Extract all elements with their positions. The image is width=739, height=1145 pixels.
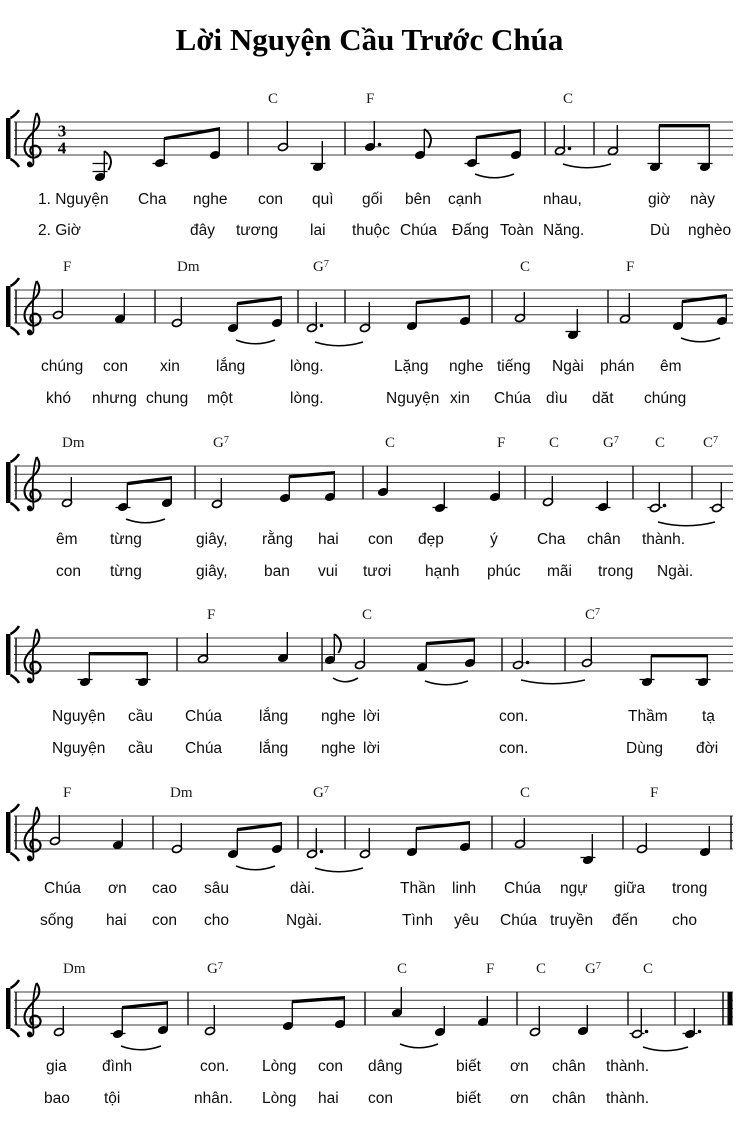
staff-system xyxy=(0,771,739,886)
chord-symbol: $C^7$ xyxy=(585,607,601,623)
note xyxy=(683,1008,702,1039)
tie xyxy=(333,678,358,682)
lyric-word: đến xyxy=(612,912,638,929)
lyric-word: đây xyxy=(190,222,215,239)
lyric-line-verse-2 xyxy=(0,222,739,242)
chord-symbol: C xyxy=(520,785,531,801)
lyric-word: từng xyxy=(110,563,142,580)
lyric-word: nghe xyxy=(449,358,484,375)
lyric-word: Thầm xyxy=(628,708,668,725)
note xyxy=(115,293,126,324)
tie xyxy=(521,680,585,684)
treble-clef-icon xyxy=(25,113,41,167)
lyric-word: thành. xyxy=(642,531,686,548)
note xyxy=(278,632,289,663)
lyric-line-verse-1 xyxy=(0,531,739,551)
note xyxy=(417,643,428,671)
lyric-word: tương xyxy=(236,222,279,239)
note xyxy=(543,476,554,507)
staff-system xyxy=(0,947,739,1062)
lyric-word: Năng. xyxy=(543,222,585,239)
lyric-word: êm xyxy=(56,531,78,548)
lyric-word: chúng xyxy=(41,358,84,375)
tie xyxy=(236,340,275,344)
treble-clef-icon xyxy=(25,281,41,335)
lyric-word: này xyxy=(690,191,715,208)
lyric-word: 2. Giờ xyxy=(38,222,81,239)
lyric-word: dài. xyxy=(290,880,315,897)
lyric-line-verse-2 xyxy=(0,563,739,583)
lyric-word: trong xyxy=(598,563,634,580)
lyric-word: Chúa xyxy=(185,708,223,725)
note xyxy=(378,466,389,497)
lyric-word: ý xyxy=(490,531,498,548)
note xyxy=(325,634,341,665)
tie xyxy=(681,338,720,342)
note xyxy=(283,1001,294,1030)
tie xyxy=(475,174,514,178)
lyric-word: mãi xyxy=(547,563,572,580)
chord-symbol: Dm xyxy=(177,259,200,275)
lyric-word: Lặng xyxy=(394,358,429,375)
chord-symbol: F xyxy=(497,435,506,451)
lyric-word: Toàn xyxy=(500,222,534,239)
lyric-word: 1. Nguyện xyxy=(38,191,109,208)
lyric-word: bên xyxy=(405,191,431,208)
note xyxy=(272,298,283,328)
lyric-word: con. xyxy=(499,708,529,725)
lyric-word: giữa xyxy=(614,880,646,897)
lyric-word: thành. xyxy=(606,1090,650,1107)
note xyxy=(717,296,728,326)
lyric-word: ngự xyxy=(560,880,588,897)
note xyxy=(311,141,326,172)
lyric-word: con. xyxy=(499,740,529,757)
chord-symbol: $G^7$ xyxy=(207,961,223,977)
lyric-word: cho xyxy=(204,912,229,929)
lyric-word: Chúa xyxy=(494,390,532,407)
lyric-word: chân xyxy=(552,1090,586,1107)
note xyxy=(596,481,611,512)
chord-symbol: C xyxy=(362,607,373,623)
note xyxy=(62,477,73,508)
note xyxy=(511,131,522,160)
lyric-line-verse-1 xyxy=(0,358,739,378)
note xyxy=(53,289,64,320)
chord-symbol: C xyxy=(268,91,279,107)
lyric-word: Ngài. xyxy=(657,563,694,580)
svg-text:4: 4 xyxy=(57,138,67,158)
tie xyxy=(315,342,363,346)
note xyxy=(228,303,239,332)
lyric-word: từng xyxy=(110,531,142,548)
note xyxy=(608,125,619,156)
beam xyxy=(651,654,708,657)
lyric-word: biết xyxy=(456,1090,481,1107)
note xyxy=(555,125,572,156)
tie xyxy=(658,522,715,526)
lyric-word: lắng xyxy=(259,740,289,757)
lyric-word: khó xyxy=(46,390,71,407)
lyric-word: Lòng xyxy=(262,1058,297,1075)
chord-symbol: F xyxy=(63,785,72,801)
chord-symbol: $G^7$ xyxy=(313,259,329,275)
lyric-word: Đấng xyxy=(452,222,490,239)
note xyxy=(648,482,667,513)
lyric-word: đình xyxy=(102,1058,133,1075)
lyric-word: tươi xyxy=(363,563,392,580)
lyric-word: nhân. xyxy=(194,1090,233,1107)
lyric-word: chân xyxy=(587,531,621,548)
tie xyxy=(563,164,611,168)
chord-symbol: $G^7$ xyxy=(603,435,619,451)
lyric-word: chúng xyxy=(644,390,687,407)
lyric-word: lắng xyxy=(259,708,289,725)
note xyxy=(278,121,289,152)
lyric-word: Nguyện xyxy=(52,708,106,725)
lyric-word: nhưng xyxy=(92,390,137,407)
chord-symbol: C xyxy=(643,961,654,977)
note xyxy=(136,654,151,687)
note xyxy=(272,824,283,854)
lyric-word: tiếng xyxy=(497,358,531,375)
note xyxy=(280,476,291,502)
lyric-word: Ngài. xyxy=(286,912,323,929)
chord-symbol: C xyxy=(549,435,560,451)
lyric-word: xin xyxy=(450,390,470,407)
chord-symbol: Dm xyxy=(63,961,86,977)
lyric-word: lòng. xyxy=(290,358,324,375)
note xyxy=(578,1005,589,1036)
note xyxy=(700,826,711,857)
chord-symbol: C xyxy=(563,91,574,107)
lyric-word: hai xyxy=(318,531,339,548)
chord-symbol: C xyxy=(397,961,408,977)
note xyxy=(566,309,581,340)
beam xyxy=(89,652,148,655)
lyric-word: Chúa xyxy=(500,912,538,929)
lyric-word: sâu xyxy=(204,880,229,897)
note xyxy=(111,1007,126,1038)
lyric-word: cầu xyxy=(128,708,153,725)
note xyxy=(113,819,124,850)
lyric-word: ban xyxy=(264,563,290,580)
beam xyxy=(426,638,475,645)
chord-symbol: F xyxy=(207,607,216,623)
chord-symbol: C xyxy=(520,259,531,275)
lyric-word: ơn xyxy=(510,1090,529,1107)
lyric-word: truyền xyxy=(550,912,594,929)
chord-symbol: Dm xyxy=(170,785,193,801)
lyric-word: con xyxy=(103,358,128,375)
beam xyxy=(289,471,335,478)
note xyxy=(530,1006,541,1037)
chord-symbol: C xyxy=(385,435,396,451)
lyric-word: giây, xyxy=(196,563,228,580)
note xyxy=(228,829,239,858)
lyric-word: linh xyxy=(452,880,477,897)
lyric-word: chung xyxy=(146,390,189,407)
lyric-word: con xyxy=(152,912,177,929)
lyric-word: phán xyxy=(600,358,635,375)
lyric-word: nghe xyxy=(321,740,356,757)
lyric-line-verse-1 xyxy=(0,191,739,211)
treble-clef-icon xyxy=(25,983,41,1037)
lyric-word: giây, xyxy=(196,531,228,548)
lyric-word: Dù xyxy=(650,222,670,239)
note xyxy=(637,823,648,854)
note xyxy=(465,137,480,167)
note xyxy=(710,482,725,513)
chord-symbol: C xyxy=(655,435,666,451)
lyric-line-verse-2 xyxy=(0,912,739,932)
note xyxy=(515,818,526,849)
lyric-word: sống xyxy=(40,912,74,929)
lyric-word: cầu xyxy=(128,740,153,757)
lyric-word: gia xyxy=(46,1058,67,1075)
tie xyxy=(121,1046,161,1050)
note xyxy=(460,297,471,326)
note xyxy=(116,483,131,511)
chord-symbol: F xyxy=(63,259,72,275)
lyric-word: quì xyxy=(312,191,334,208)
beam xyxy=(416,821,470,830)
note xyxy=(582,637,593,668)
lyric-word: bao xyxy=(44,1090,70,1107)
lyric-word: con xyxy=(258,191,283,208)
lyric-line-verse-2 xyxy=(0,390,739,410)
note xyxy=(78,654,93,687)
note xyxy=(153,138,168,167)
lyric-word: Chúa xyxy=(185,740,223,757)
lyric-word: ơn xyxy=(108,880,127,897)
lyric-word: con xyxy=(368,531,393,548)
note xyxy=(648,126,663,172)
note xyxy=(460,823,471,852)
lyric-word: lai xyxy=(310,222,326,239)
tie xyxy=(236,866,275,870)
lyric-word: Lòng xyxy=(262,1090,297,1107)
lyric-line-verse-2 xyxy=(0,740,739,760)
treble-clef-icon xyxy=(25,457,41,511)
lyric-word: vui xyxy=(318,563,338,580)
lyric-word: dăt xyxy=(592,390,614,407)
lyric-word: dìu xyxy=(546,390,568,407)
lyric-word: lời xyxy=(363,740,381,757)
lyric-word: Ngài xyxy=(552,358,584,375)
note xyxy=(93,151,111,182)
treble-clef-icon xyxy=(25,629,41,683)
lyric-word: Chúa xyxy=(44,880,82,897)
lyric-word: cao xyxy=(152,880,177,897)
lyric-word: nghe xyxy=(193,191,228,208)
svg-text:3: 3 xyxy=(57,121,67,141)
lyric-word: lời xyxy=(363,708,381,725)
lyric-word: con xyxy=(368,1090,393,1107)
chord-symbol: C xyxy=(536,961,547,977)
lyric-word: xin xyxy=(160,358,180,375)
note xyxy=(50,815,61,846)
note xyxy=(433,482,448,513)
lyric-line-verse-1 xyxy=(0,708,739,728)
chord-symbol: $G^7$ xyxy=(313,785,329,801)
lyric-word: phúc xyxy=(487,563,521,580)
lyric-word: gối xyxy=(362,191,383,208)
lyric-word: nhau, xyxy=(543,191,582,208)
chord-symbol: F xyxy=(626,259,635,275)
lyric-word: hai xyxy=(106,912,127,929)
beam xyxy=(292,996,345,1003)
lyric-word: Nguyện xyxy=(386,390,440,407)
note xyxy=(490,471,501,502)
beam xyxy=(416,295,470,304)
chord-symbol: F xyxy=(650,785,659,801)
lyric-word: Tình xyxy=(402,912,434,929)
note xyxy=(435,1006,446,1037)
chord-symbol: F xyxy=(366,91,375,107)
lyric-word: Chúa xyxy=(504,880,542,897)
lyric-word: Cha xyxy=(537,531,566,548)
note xyxy=(630,1008,649,1039)
chord-symbol: Dm xyxy=(62,435,85,451)
lyric-word: hai xyxy=(318,1090,339,1107)
lyric-word: đời xyxy=(696,740,719,757)
lyric-word: con xyxy=(318,1058,343,1075)
lyric-word: ơn xyxy=(510,1058,529,1075)
lyric-word: yêu xyxy=(454,912,479,929)
lyric-word: lắng xyxy=(216,358,246,375)
tie xyxy=(400,1044,438,1048)
lyric-word: trong xyxy=(672,880,708,897)
lyric-word: rằng xyxy=(262,531,294,548)
lyric-word: đẹp xyxy=(418,531,444,548)
treble-clef-icon xyxy=(25,807,41,861)
tie xyxy=(315,868,363,872)
beam xyxy=(127,476,172,485)
lyric-word: Cha xyxy=(138,191,167,208)
lyric-word: êm xyxy=(660,358,682,375)
note xyxy=(54,1006,65,1037)
lyric-word: Nguyện xyxy=(52,740,106,757)
note xyxy=(673,301,684,330)
lyric-line-verse-2 xyxy=(0,1090,739,1110)
chord-symbol: $G^7$ xyxy=(213,435,229,451)
chord-symbol: $G^7$ xyxy=(585,961,601,977)
lyric-word: cạnh xyxy=(448,191,482,208)
lyric-word: Dùng xyxy=(626,740,664,757)
note xyxy=(172,823,183,854)
note xyxy=(325,473,336,502)
beam xyxy=(237,296,282,305)
lyric-word: nghe xyxy=(321,708,356,725)
beam xyxy=(237,822,282,831)
lyric-word: một xyxy=(207,390,233,407)
page-title: Lời Nguyện Cầu Trước Chúa xyxy=(175,22,564,57)
tie xyxy=(126,519,165,523)
note xyxy=(465,640,476,668)
note xyxy=(515,292,526,323)
lyric-word: Chúa xyxy=(400,222,438,239)
note xyxy=(620,293,631,324)
lyric-word: Thần xyxy=(400,880,436,897)
lyric-word: thành. xyxy=(606,1058,650,1075)
beam xyxy=(659,124,710,127)
lyric-word: lòng. xyxy=(290,390,324,407)
tie xyxy=(425,681,468,685)
tie xyxy=(643,1047,688,1051)
lyric-word: hạnh xyxy=(425,563,460,580)
lyric-word: thuộc xyxy=(352,222,390,239)
note xyxy=(158,1003,169,1035)
lyric-word: con xyxy=(56,563,81,580)
chord-symbol: $C^7$ xyxy=(703,435,719,451)
lyric-word: nghèo xyxy=(688,222,732,239)
note xyxy=(205,1005,216,1036)
time-signature xyxy=(58,122,67,158)
lyric-word: tạ xyxy=(702,708,715,725)
note xyxy=(335,998,346,1029)
note xyxy=(210,129,221,160)
lyric-line-verse-1 xyxy=(0,1058,739,1078)
note xyxy=(698,126,713,172)
chord-symbol: F xyxy=(486,961,495,977)
staff-system xyxy=(0,421,739,536)
lyric-word: con. xyxy=(200,1058,230,1075)
lyric-word: cho xyxy=(672,912,697,929)
lyric-word: chân xyxy=(552,1058,586,1075)
note xyxy=(172,297,183,328)
lyric-word: tội xyxy=(104,1090,121,1107)
lyric-word: giờ xyxy=(648,191,671,208)
lyric-word: dâng xyxy=(368,1058,403,1075)
lyric-line-verse-1 xyxy=(0,880,739,900)
lyric-word: biết xyxy=(456,1058,481,1075)
